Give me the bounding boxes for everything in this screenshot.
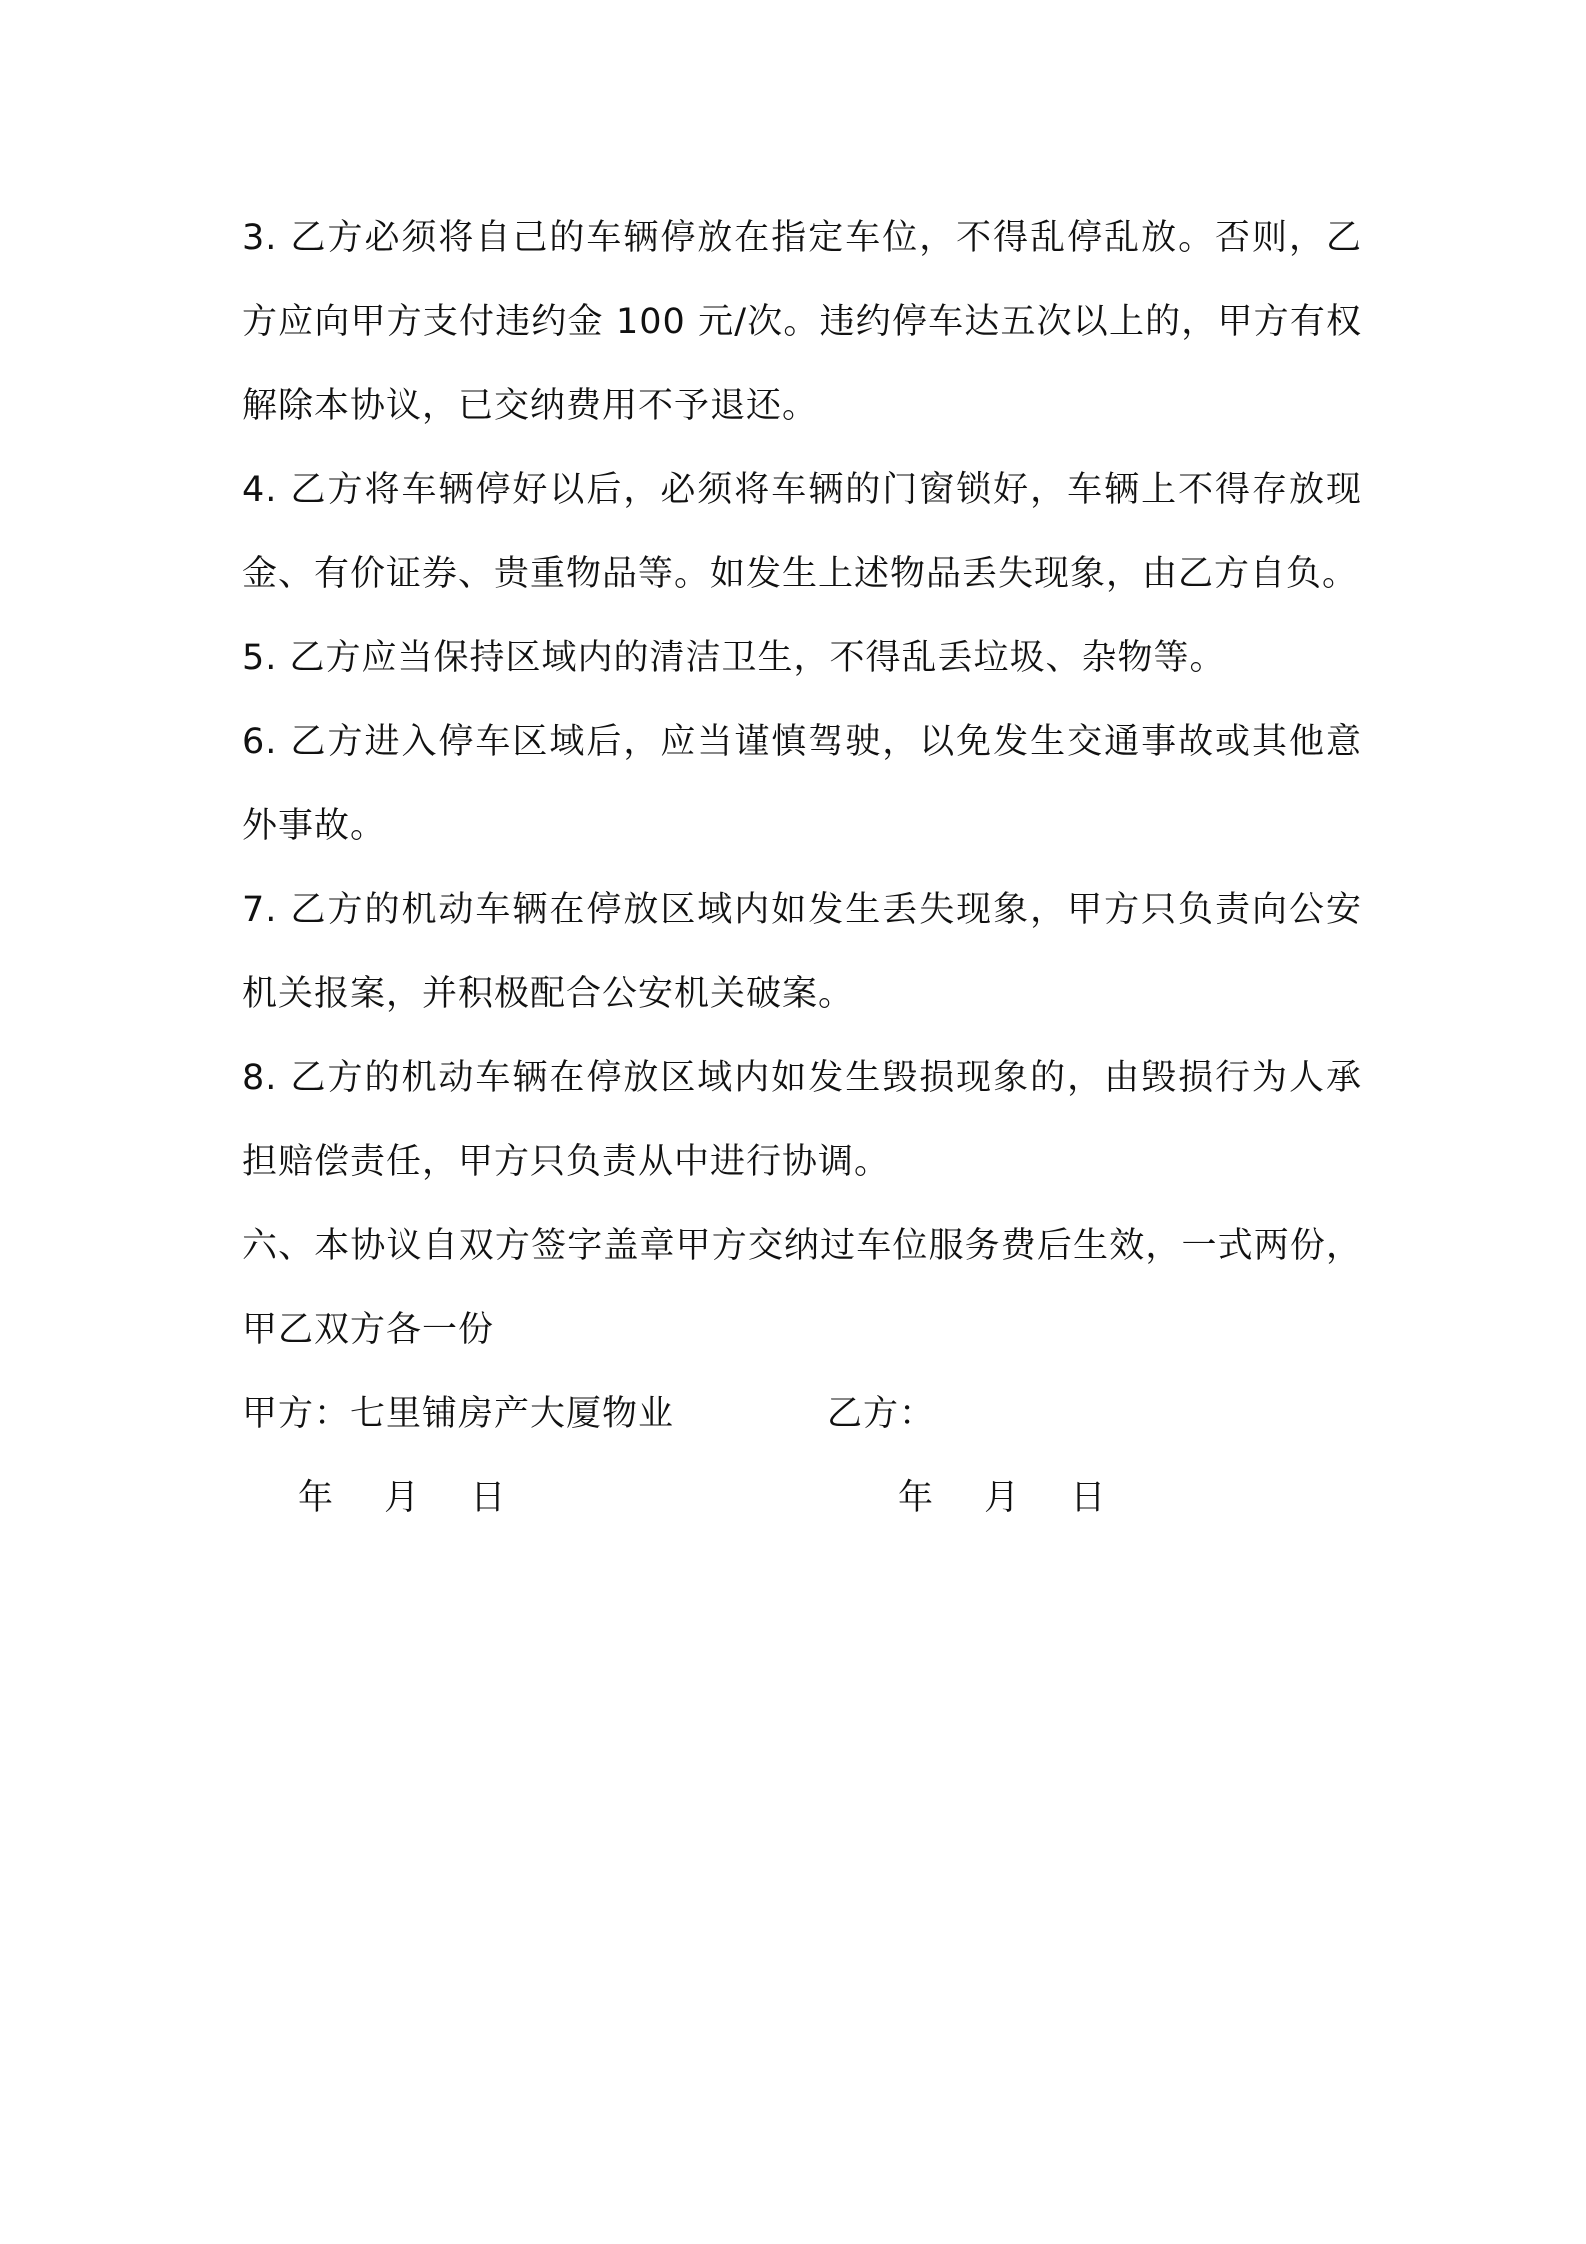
party-b-signature: 乙方： [827, 1394, 936, 1434]
party-b-date-year: 年 [898, 1478, 934, 1518]
clause-8: 8. 乙方的机动车辆在停放区域内如发生毁损现象的，由毁损行为人承担赔偿责任，甲方只负责从中进行协调。 [242, 1058, 1362, 1182]
party-a-signature: 甲方：七里铺房产大厦物业 [242, 1394, 675, 1434]
document-body [242, 196, 1362, 1540]
clause-effective: 六、本协议自双方签字盖章甲方交纳过车位服务费后生效，一式两份，甲乙双方各一份 [242, 1226, 1362, 1350]
clause-4: 4. 乙方将车辆停好以后，必须将车辆的门窗锁好，车辆上不得存放现金、有价证券、贵重物品等。如发生上述物品丢失现象，由乙方自负。 [242, 470, 1362, 594]
signature-row [242, 1372, 1362, 1456]
date-row [242, 1456, 1362, 1540]
party-b-date-month: 月 [984, 1478, 1020, 1518]
party-b-date-day: 日 [1070, 1478, 1106, 1518]
party-a-date-month: 月 [384, 1478, 420, 1518]
clause-3: 3. 乙方必须将自己的车辆停放在指定车位，不得乱停乱放。否则，乙方应向甲方支付违约金 100 元/次。违约停车达五次以上的，甲方有权解除本协议，已交纳费用不予退还。 [242, 218, 1362, 426]
clause-6: 6. 乙方进入停车区域后，应当谨慎驾驶，以免发生交通事故或其他意外事故。 [242, 722, 1362, 846]
party-a-date-year: 年 [298, 1478, 334, 1518]
party-a-date-day: 日 [470, 1478, 506, 1518]
party-b-date [898, 1456, 1127, 1540]
party-a-date [298, 1456, 527, 1540]
clause-7: 7. 乙方的机动车辆在停放区域内如发生丢失现象，甲方只负责向公安机关报案，并积极配合公安机关破案。 [242, 890, 1362, 1014]
clause-5: 5. 乙方应当保持区域内的清洁卫生，不得乱丢垃圾、杂物等。 [242, 638, 1226, 678]
